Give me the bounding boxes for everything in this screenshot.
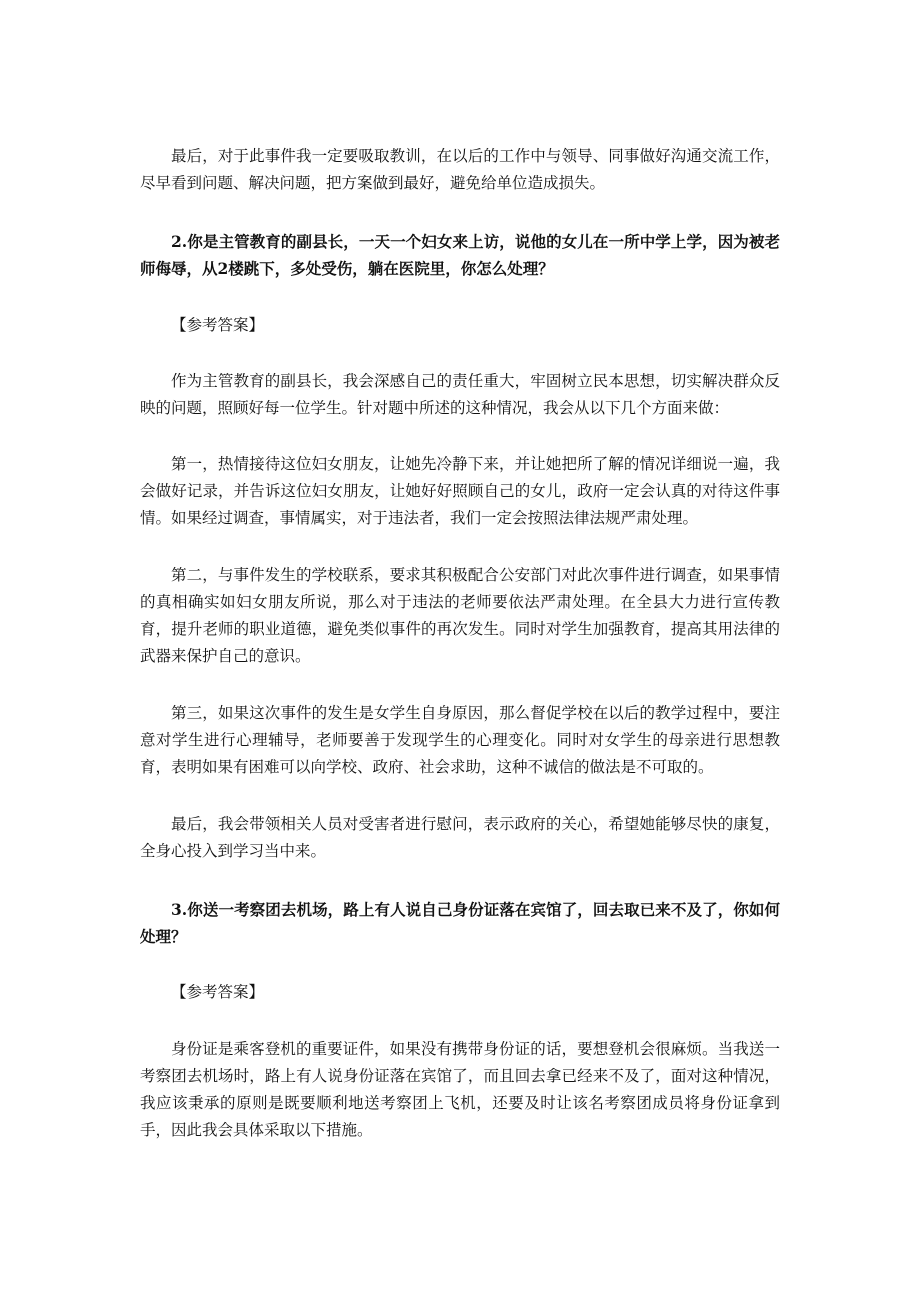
answer-3-intro: 身份证是乘客登机的重要证件，如果没有携带身份证的话，要想登机会很麻烦。当我送一考察团去机场时，路上有人说身份证落在宾馆了，而且回去拿已经来不及了，面对这种情况，我应该秉承的原则是既要顺利地送考察团上飞机，还要及时让该名考察团成员将身份证拿到手，因此我会具体采取以下措施。 <box>140 1040 780 1139</box>
paragraph-conclusion-q1: 最后，对于此事件我一定要吸取教训，在以后的工作中与领导、同事做好沟通交流工作，尽早看到问题、解决问题，把方案做到最好，避免给单位造成损失。 <box>140 147 780 192</box>
question-2-heading: 2.你是主管教育的副县长，一天一个妇女来上访，说他的女儿在一所中学上学，因为被老师侮辱，从2楼跳下，多处受伤，躺在医院里，你怎么处理？ <box>140 232 780 278</box>
reference-answer-label-q2: 【参考答案】 <box>171 316 265 334</box>
answer-2-point-third: 第三，如果这次事件的发生是女学生自身原因，那么督促学校在以后的教学过程中，要注意对学生进行心理辅导，老师要善于发现学生的心理变化。同时对女学生的母亲进行思想教育，表明如果有困难可以向学校、政府、社会求助，这种不诚信的做法是不可取的。 <box>140 704 780 776</box>
question-3-heading: 3.你送一考察团去机场，路上有人说自己身份证落在宾馆了，回去取已来不及了，你如何处理？ <box>140 900 780 946</box>
answer-2-point-second: 第二，与事件发生的学校联系，要求其积极配合公安部门对此次事件进行调查，如果事情的真相确实如妇女朋友所说，那么对于违法的老师要依法严肃处理。在全县大力进行宣传教育，提升老师的职业道德，避免类似事件的再次发生。同时对学生加强教育，提高其用法律的武器来保护自己的意识。 <box>140 566 780 665</box>
reference-answer-label-q3: 【参考答案】 <box>171 983 265 1001</box>
answer-2-point-first: 第一，热情接待这位妇女朋友，让她先冷静下来，并让她把所了解的情况详细说一遍，我会做好记录，并告诉这位妇女朋友，让她好好照顾自己的女儿，政府一定会认真的对待这件事情。如果经过调查，事情属实，对于违法者，我们一定会按照法律法规严肃处理。 <box>140 455 780 527</box>
answer-2-conclusion: 最后，我会带领相关人员对受害者进行慰问，表示政府的关心，希望她能够尽快的康复，全身心投入到学习当中来。 <box>140 815 780 860</box>
answer-2-intro: 作为主管教育的副县长，我会深感自己的责任重大，牢固树立民本思想，切实解决群众反映的问题，照顾好每一位学生。针对题中所述的这种情况，我会从以下几个方面来做： <box>140 372 780 417</box>
